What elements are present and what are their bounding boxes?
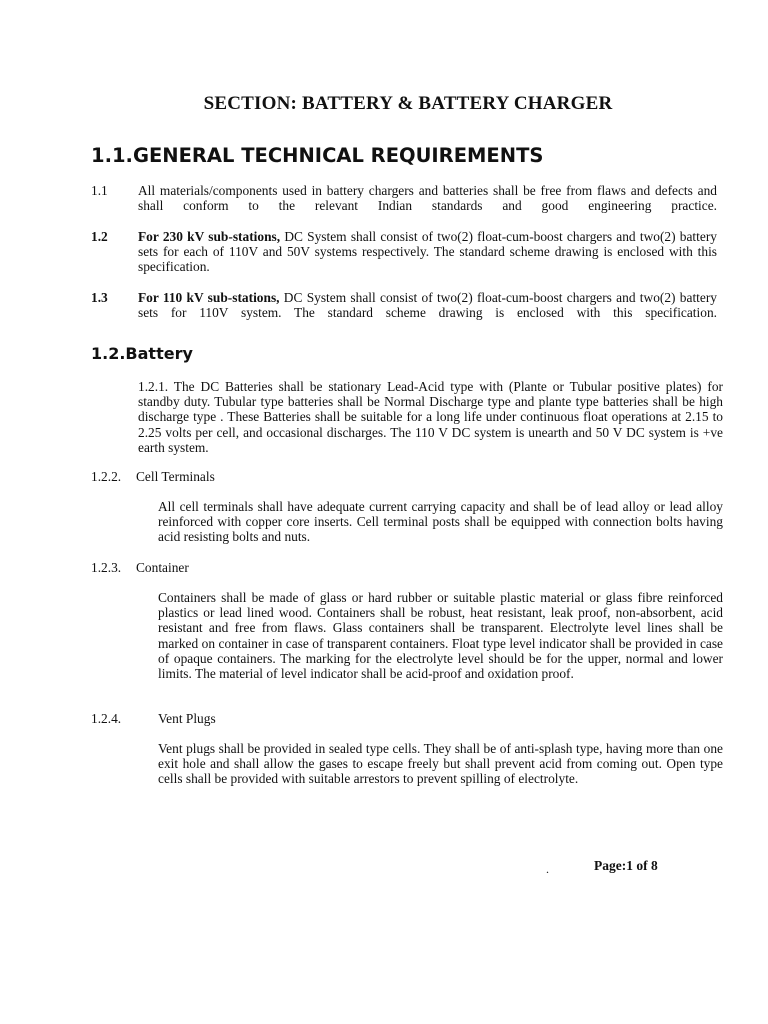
section-title: SECTION: BATTERY & BATTERY CHARGER — [203, 93, 613, 114]
footer-dot: . — [546, 862, 549, 876]
cell-terminals-text: All cell terminals shall have adequate current carrying capacity and shall be of lead alloy or lead alloy reinforced with copper core inserts. Cell terminal posts shall be equipped with connection bolts having acid resisting bolts and nuts. — [158, 499, 723, 545]
item-number: 1.3 — [91, 290, 108, 305]
item-text: For 230 kV sub-stations, DC System shall consist of two(2) float-cum-boost chargers and two(2) battery sets for each of 110V and 50V systems respectively. The standard scheme drawing is enclosed with this specification. — [138, 229, 717, 275]
subsection-number: 1.2.4. — [91, 711, 122, 726]
subsection-label — [91, 711, 216, 727]
item-text: For 110 kV sub-stations, DC System shall consist of two(2) float-cum-boost chargers and two(2) battery sets for 110V system. The standard scheme drawing is enclosed with this specification. — [138, 290, 717, 321]
subsection-label — [91, 469, 215, 485]
subsection-label — [91, 560, 189, 576]
item-lead: For 110 kV sub-stations, — [138, 290, 280, 305]
vent-plugs-text: Vent plugs shall be provided in sealed type cells. They shall be of anti-splash type, having more than one exit hole and shall allow the gases to escape freely but shall prevent acid from coming out. Open type cells shall be provided with suitable arrestors to prevent spilling of electrolyte. — [158, 741, 723, 787]
subsection-title: Container — [136, 560, 189, 575]
subsection-title: Vent Plugs — [158, 711, 216, 726]
battery-paragraph-1-2-1: 1.2.1. The DC Batteries shall be stationary Lead-Acid type with (Plante or Tubular positive plates) for standby duty. Tubular type batteries shall be Normal Discharge type and plante type batteries shall be high discharge type . These Batteries shall be suitable for a long life under continuous float operations at 2.15 to 2.25 volts per cell, and occasional discharges. The 110 V DC system is unearth and 50 V DC system is +ve earth system. — [138, 379, 723, 455]
general-requirements-heading: 1.1.GENERAL TECHNICAL REQUIREMENTS — [91, 144, 544, 167]
page-number: Page:1 of 8 — [594, 858, 658, 873]
item-number: 1.1 — [91, 183, 108, 198]
item-number: 1.2 — [91, 229, 108, 244]
subsection-number: 1.2.2. — [91, 469, 122, 484]
subsection-title: Cell Terminals — [136, 469, 215, 484]
item-lead: For 230 kV sub-stations, — [138, 229, 281, 244]
battery-heading: 1.2.Battery — [91, 344, 193, 363]
container-text: Containers shall be made of glass or hard rubber or suitable plastic material or glass fibre reinforced plastics or lead lined wood. Containers shall be robust, heat resistant, leak proof, non-absorbent, acid resistant and free from flaws. Glass containers shall be transparent. Electrolyte level lines shall be marked on container in case of transparent containers. Float type level indicator shall be provided in case of opaque containers. The marking for the electrolyte level should be for the upper, normal and lower limits. The material of level indicator shall be acid-proof and oxidation proof. — [158, 590, 723, 682]
subsection-number: 1.2.3. — [91, 560, 122, 575]
item-text: All materials/components used in battery chargers and batteries shall be free from flaws and defects and shall conform to the relevant Indian standards and good engineering practice. — [138, 183, 717, 214]
